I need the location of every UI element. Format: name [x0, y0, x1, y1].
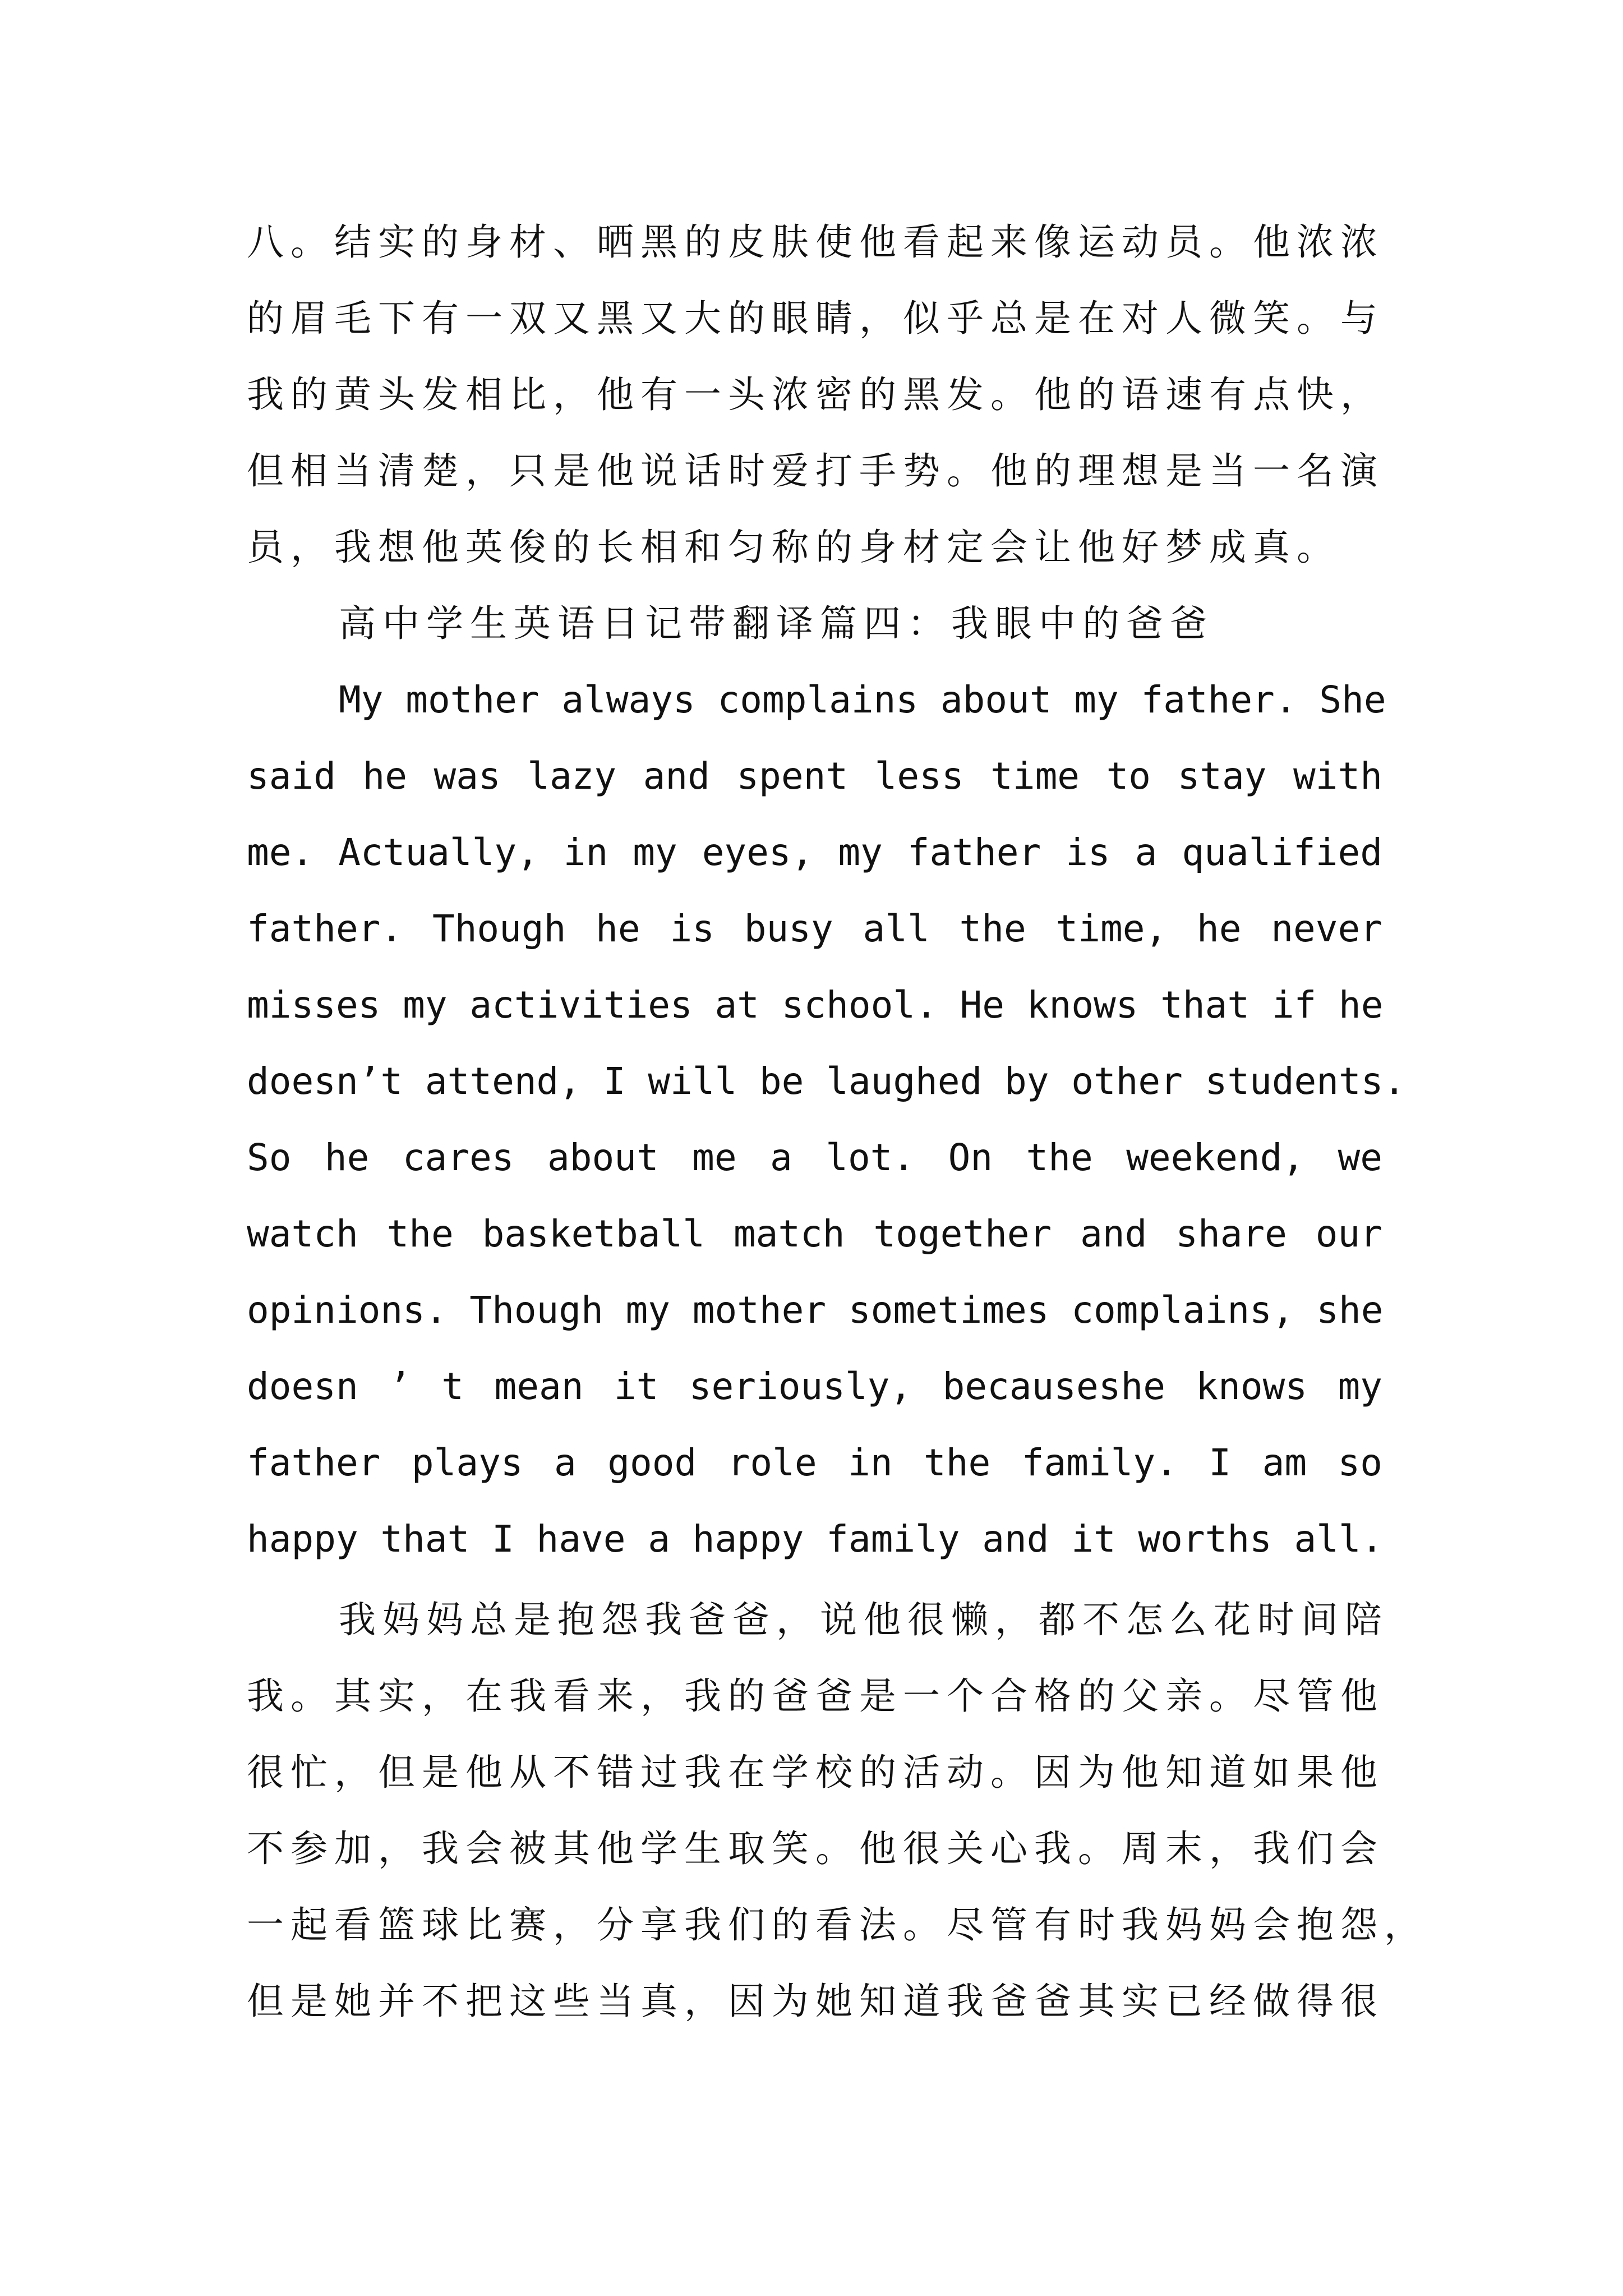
paragraph-line: 员，我想他英俊的长相和匀称的身材定会让他好梦成真。 [247, 526, 1340, 569]
translation-line: 一起看篮球比赛，分享我们的看法。尽管有时我妈妈会抱怨， [247, 1903, 1428, 1947]
translation-line: 不参加，我会被其他学生取笑。他很关心我。周末，我们会 [247, 1827, 1384, 1870]
english-line: So he cares about me a lot. On the weekend, we [247, 1136, 1382, 1179]
english-line: me. Actually, in my eyes, my father is a qualified [247, 831, 1382, 874]
english-line: opinions. Though my mother sometimes complains, she [247, 1289, 1384, 1332]
english-line: misses my activities at school. He knows that if he [247, 983, 1384, 1027]
translation-line: 我妈妈总是抱怨我爸爸，说他很懒，都不怎么花时间陪 [339, 1598, 1389, 1641]
section-heading: 高中学生英语日记带翻译篇四：我眼中的爸爸 [339, 602, 1214, 645]
english-line: doesn ’ t mean it seriously, becauseshe knows my [247, 1365, 1382, 1408]
translation-line: 但是她并不把这些当真，因为她知道我爸爸其实已经做得很 [247, 1980, 1384, 2023]
paragraph-line: 八。结实的身材、晒黑的皮肤使他看起来像运动员。他浓浓 [247, 220, 1384, 264]
paragraph-line: 但相当清楚，只是他说话时爱打手势。他的理想是当一名演 [247, 449, 1384, 493]
english-line: watch the basketball match together and share our [247, 1212, 1382, 1255]
english-line: My mother always complains about my father. She [339, 678, 1386, 721]
english-line: happy that I have a happy family and it worths all. [247, 1517, 1384, 1561]
english-line: father plays a good role in the family. I am so [247, 1441, 1382, 1484]
english-line: said he was lazy and spent less time to stay with [247, 754, 1382, 798]
paragraph-line: 我的黄头发相比，他有一头浓密的黑发。他的语速有点快， [247, 373, 1384, 416]
translation-line: 很忙，但是他从不错过我在学校的活动。因为他知道如果他 [247, 1751, 1384, 1794]
paragraph-line: 的眉毛下有一双又黑又大的眼睛，似乎总是在对人微笑。与 [247, 297, 1384, 340]
english-line: doesn’t attend, I will be laughed by other students. [247, 1060, 1406, 1103]
english-line: father. Though he is busy all the time, he never [247, 907, 1382, 950]
translation-line: 我。其实，在我看来，我的爸爸是一个合格的父亲。尽管他 [247, 1674, 1384, 1718]
